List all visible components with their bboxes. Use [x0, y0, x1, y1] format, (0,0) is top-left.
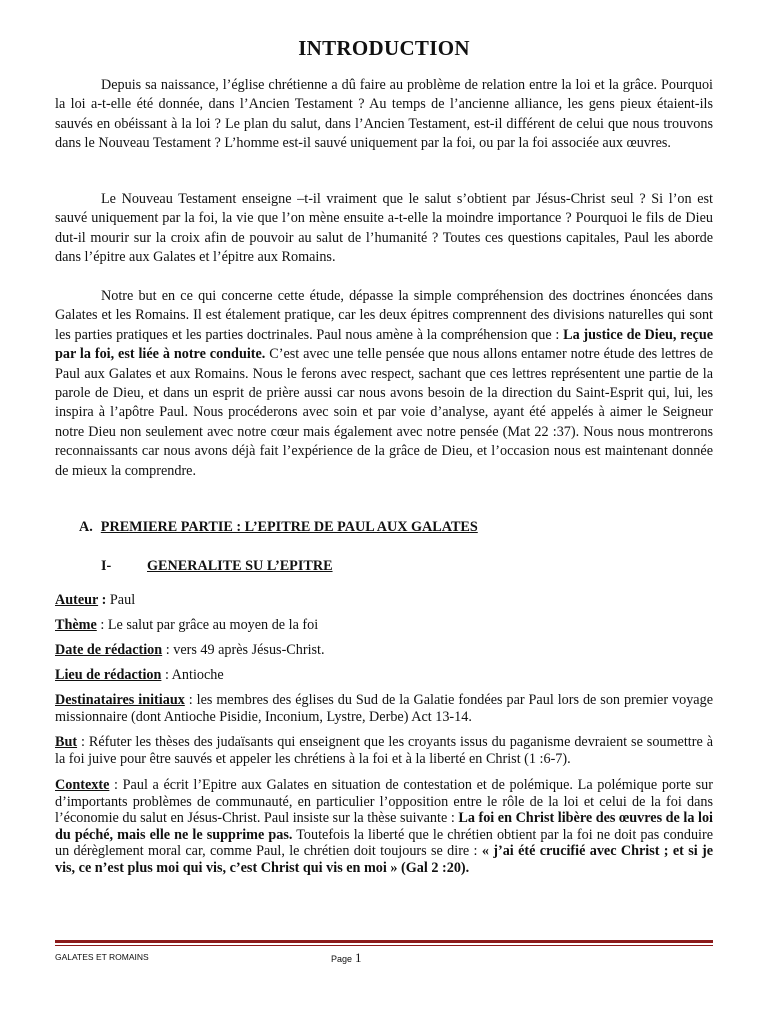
field-destinataires — [55, 692, 713, 725]
section-i-heading — [101, 558, 333, 575]
field-destinataires-label: Destinataires initiaux — [55, 692, 185, 708]
field-but-sep: : — [77, 734, 89, 750]
footer-document-title: GALATES ET ROMAINS — [55, 952, 149, 962]
intro-p3-text-end: C’est avec une telle pensée que nous allons entamer notre étude des lettres de Paul aux Galates et aux Romains. Nous le ferons avec respect, sachant que ces lettres représentent une partie de la parole de Dieu, et dans un esprit de prière aussi car nous avons besoin de la direction du Saint-Esprit qui, lui, les inspira à l’apôtre Paul. Nous procéderons avec soin et par voie d’analyse, ayant été appelés à aimer le Seigneur notre Dieu non seulement avec notre cœur mais également avec notre pensée (Mat 22 :37). Nous nous montrerons reconnaissants car nous avons déjà fait l’expérience de la grâce de Dieu, et l’occasion nous est maintenant donnée de mieux la comprendre. — [55, 346, 714, 479]
field-auteur — [55, 592, 713, 609]
footer-page-indicator — [331, 950, 362, 966]
field-theme-label: Thème — [55, 617, 97, 633]
footer-page-label: Page — [331, 954, 353, 964]
section-a-heading — [79, 519, 478, 536]
field-destinataires-sep: : — [184, 692, 197, 708]
field-contexte-value-middle: Toutefois la liberté que le chrétien obtient par la foi ne doit pas conduire un dérèglement moral car, comme Paul, le chrétien doit toujours se dire : — [55, 826, 713, 859]
footer-page-number: 1 — [355, 950, 362, 965]
field-auteur-value: Paul — [109, 592, 136, 608]
field-lieu-label: Lieu de rédaction — [55, 667, 162, 683]
intro-paragraph-3 — [55, 287, 713, 481]
footer-rule-thin — [55, 945, 713, 946]
section-i-title: GENERALITE SU L’EPITRE — [147, 558, 333, 574]
section-a-title: PREMIERE PARTIE : L’EPITRE DE PAUL AUX GALATES — [100, 519, 478, 535]
field-theme-sep: : — [96, 617, 108, 633]
intro-p3-text-start: Notre but en ce qui concerne cette étude, dépasse la simple compréhension des doctrines énoncées dans Galates et les Romains. Il est étalement pratique, car les deux épitres comprennent des divisions naturelles qui sont les parties pratiques et les parties doctrinales. Paul nous amène à la compréhension que : — [55, 288, 713, 343]
field-but-label: But — [55, 734, 78, 750]
field-date-value: vers 49 après Jésus-Christ. — [173, 642, 325, 658]
field-lieu-sep: : — [161, 667, 172, 683]
section-i-marker: I- — [101, 558, 112, 574]
field-contexte — [55, 777, 713, 876]
field-date-label: Date de rédaction — [55, 642, 163, 658]
field-auteur-sep: : — [98, 592, 110, 608]
field-contexte-thesis: La foi en Christ libère des œuvres de la loi du péché, mais elle ne le supprime pas. — [55, 810, 713, 843]
field-but — [55, 734, 713, 767]
field-contexte-quote: « j’ai été crucifié avec Christ ; et si je vis, ce n’est plus moi qui vis, c’est Christ qui vis en moi » (Gal 2 :20). — [55, 843, 714, 876]
page-title: INTRODUCTION — [298, 36, 470, 60]
field-contexte-label: Contexte — [55, 777, 110, 793]
footer-rule-thick — [55, 940, 713, 943]
intro-paragraph-2: Le Nouveau Testament enseigne –t-il vraiment que le salut s’obtient par Jésus-Christ seul ? Si l’on est sauvé uniquement par la foi, la vie que l’on mène ensuite a-t-elle la moindre importance ? Pourquoi le fils de Dieu dut-il mourir sur la croix afin de pouvoir au salut de l’humanité ? Toutes ces questions capitales, Paul les aborde dans l’épitre aux Galates et l’épitre aux Romains. — [55, 191, 713, 266]
intro-paragraph-1: Depuis sa naissance, l’église chrétienne a dû faire au problème de relation entre la loi et la grâce. Pourquoi la loi a-t-elle été donnée, dans l’Ancien Testament ? Au temps de l’ancienne alliance, les gens pieux étaient-ils sauvés en obéissant à la loi ? Le plan du salut, dans l’Ancien Testament, est-il différent de celui que nous trouvons dans le Nouveau Testament ? L’homme est-il sauvé uniquement par la foi, ou par la foi associée aux œuvres. — [55, 77, 713, 152]
field-date-sep: : — [162, 642, 174, 658]
field-destinataires-value: les membres des églises du Sud de la Galatie fondées par Paul lors de son premier voyage missionnaire (dont Antioche Pisidie, Inconium, Lystre, Derbe) Act 13-14. — [55, 692, 713, 725]
field-contexte-value-start: Paul a écrit l’Epitre aux Galates en situation de contestation et de polémique. La polémique porte sur d’importants problèmes de communauté, en particulier l’opposition entre le rôle de la loi et celui de la foi dans l’économie du salut en Jésus-Christ. Paul insiste sur la thèse suivante : — [55, 777, 713, 826]
field-contexte-sep: : — [109, 777, 123, 793]
field-lieu-value: Antioche — [171, 667, 224, 683]
field-theme — [55, 617, 713, 634]
field-auteur-label: Auteur — [55, 592, 99, 608]
field-theme-value: Le salut par grâce au moyen de la foi — [107, 617, 319, 633]
field-but-value: Réfuter les thèses des judaïsants qui enseignent que les croyants issus du paganisme devraient se soumettre à la foi juive pour être sauvés et appeler les chrétiens à la foi et à la liberté en Christ (1 :6-7). — [55, 734, 713, 767]
field-date — [55, 642, 713, 659]
intro-p3-emphasis: La justice de Dieu, reçue par la foi, est liée à notre conduite. — [55, 326, 714, 363]
field-lieu — [55, 667, 713, 684]
section-a-marker: A. — [79, 519, 93, 535]
